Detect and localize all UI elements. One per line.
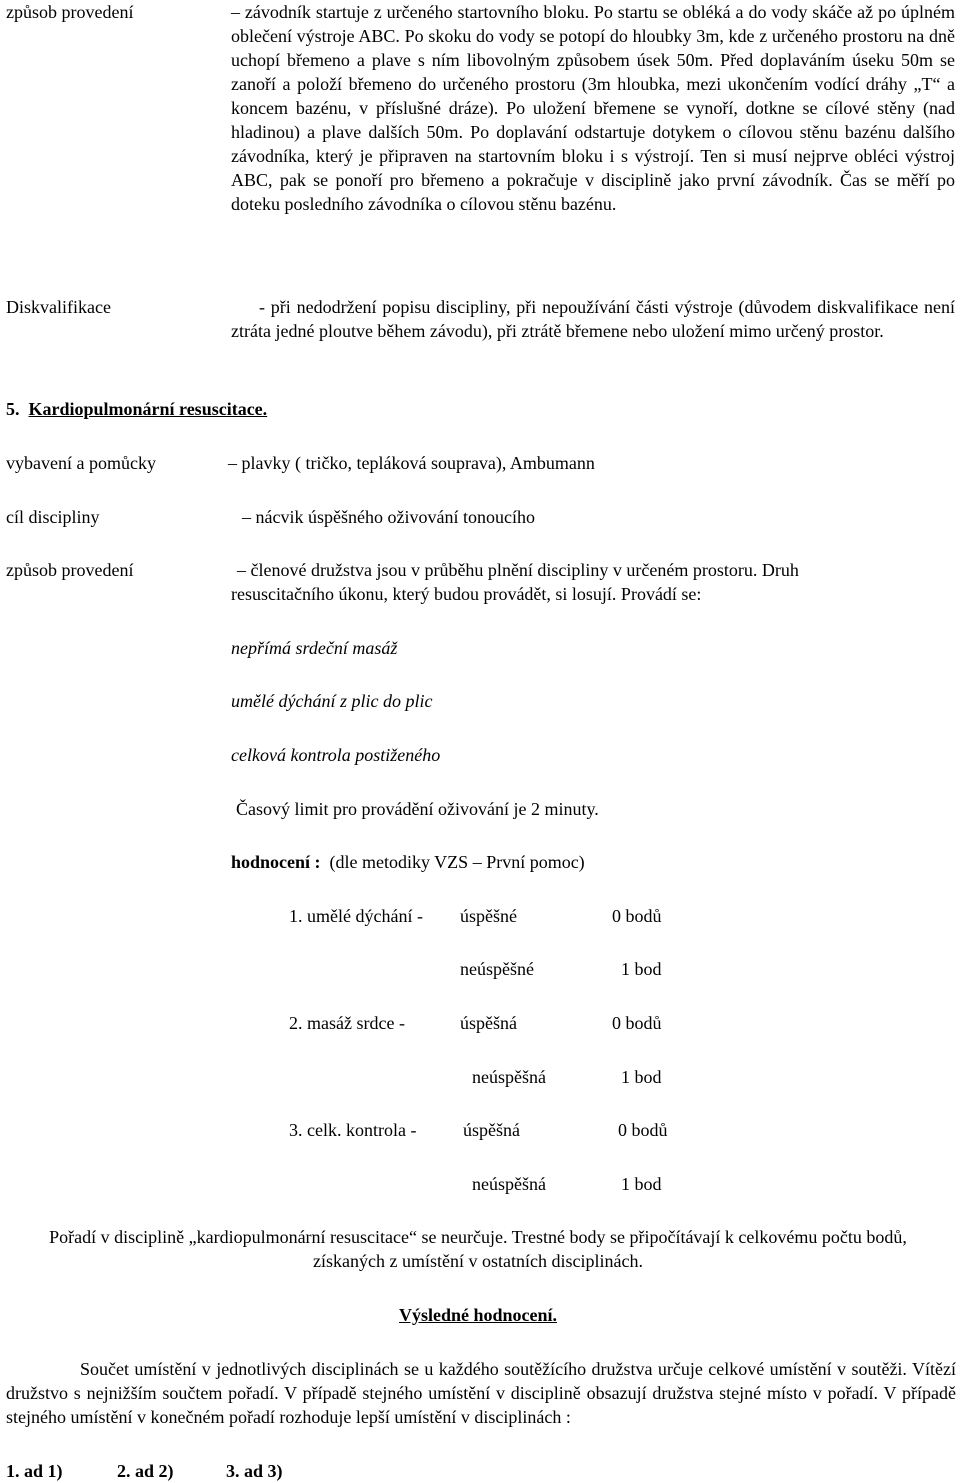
time-limit: Časový limit pro provádění oživování je 2 minuty. <box>236 799 599 819</box>
final-title: Výsledné hodnocení. <box>398 1305 558 1325</box>
evaluation-note: (dle metodiky VZS – První pomoc) <box>329 852 585 872</box>
vybaveni-text: – plavky ( tričko, tepláková souprava), Ambumann <box>228 453 595 473</box>
score-item-5: 3. celk. kontrola - <box>289 1120 417 1140</box>
score-points-4: 1 bod <box>621 1067 662 1087</box>
final-order-2: 2. ad 2) <box>117 1461 174 1481</box>
score-points-3: 0 bodů <box>612 1013 662 1033</box>
label-zpusob-provedeni: způsob provedení <box>6 2 134 22</box>
evaluation-line <box>231 850 585 874</box>
section-5-title: Kardiopulmonární resuscitace. <box>28 399 268 419</box>
label-vybaveni: vybavení a pomůcky <box>6 453 156 473</box>
section-5-heading <box>6 397 267 421</box>
score-item-3: 2. masáž srdce - <box>289 1013 405 1033</box>
step-kontrola: celková kontrola postiženého <box>231 745 441 765</box>
score-result-1: úspěšné <box>460 906 517 926</box>
score-result-2: neúspěšné <box>460 959 534 979</box>
score-item-1: 1. umělé dýchání - <box>289 906 423 926</box>
score-result-5: úspěšná <box>463 1120 520 1140</box>
order-note: Pořadí v disciplině „kardiopulmonární resuscitace“ se neurčuje. Trestné body se připočítávají k celkovému počtu bodů, získaných z umístění v ostatních disciplinách. <box>49 1227 907 1271</box>
final-text: Součet umístění v jednotlivých disciplinách se u každého soutěžícího družstva určuje celkové umístění v soutěži. Vítězí družstvo s nejnižším součtem pořadí. V případě stejného umístění v disciplině obsazují družstva stejné místo v pořadí. V případě stejného umístění v konečném pořadí rozhoduje lepší umístění v disciplinách : <box>6 1359 956 1427</box>
step-dychani: umělé dýchání z plic do plic <box>231 691 433 711</box>
label-cil-discipliny: cíl discipliny <box>6 507 100 527</box>
final-order-3: 3. ad 3) <box>226 1461 283 1481</box>
label-diskvalifikace: Diskvalifikace <box>6 297 111 317</box>
diskvalifikace-text: - při nedodržení popisu discipliny, při nepoužívání části výstroje (důvodem diskvalifikace není ztráta jedné ploutve během závodu), při ztrátě břemene nebo uložení mimo určený prostor. <box>231 297 955 341</box>
score-points-5: 0 bodů <box>618 1120 668 1140</box>
final-order-1: 1. ad 1) <box>6 1461 63 1481</box>
score-result-3: úspěšná <box>460 1013 517 1033</box>
score-result-6: neúspěšná <box>472 1174 546 1194</box>
evaluation-label: hodnocení : <box>231 852 321 872</box>
zpusob-provedeni-text: – závodník startuje z určeného startovního bloku. Po startu se obléká a do vody skáče až po úplném oblečení výstroje ABC. Po skoku do vody se potopí do hloubky 3m, kde z určeného prostoru na dně uchopí břemeno a plave s ním libovolným způsobem úsek 50m. Před doplaváním úseku 50m se zanoří a položí břemeno do určeného prostoru (3m hloubka, mezi ukončením vodící dráhy „T“ a koncem bazénu, v příslušné dráze). Po uložení břemene se vynoří, dotkne se cílové stěny (nad hladinou) a plave dalších 50m. Po doplavání odstartuje dotykem o cílovou stěnu bazénu dalšího závodníka, který je připraven na startovním bloku i s výstrojí. Ten si musí nejprve obléci výstroj ABC, pak se ponoří pro břemeno a pokračuje v disciplině jako první závodník. Čas se měří po doteku posledního závodníka o cílovou stěnu bazénu. <box>231 2 955 214</box>
score-result-4: neúspěšná <box>472 1067 546 1087</box>
step-masaz: nepřímá srdeční masáž <box>231 638 398 658</box>
score-points-6: 1 bod <box>621 1174 662 1194</box>
score-points-1: 0 bodů <box>612 906 662 926</box>
zpusob-provedeni-2-text: – členové družstva jsou v průběhu plnění discipliny v určeném prostoru. Druh resuscitačního úkonu, který budou provádět, si losují. Provádí se: <box>231 560 799 604</box>
label-zpusob-provedeni-2: způsob provedení <box>6 560 134 580</box>
section-5-number: 5. <box>6 399 20 419</box>
cil-discipliny-text: – nácvik úspěšného oživování tonoucího <box>242 507 535 527</box>
score-points-2: 1 bod <box>621 959 662 979</box>
